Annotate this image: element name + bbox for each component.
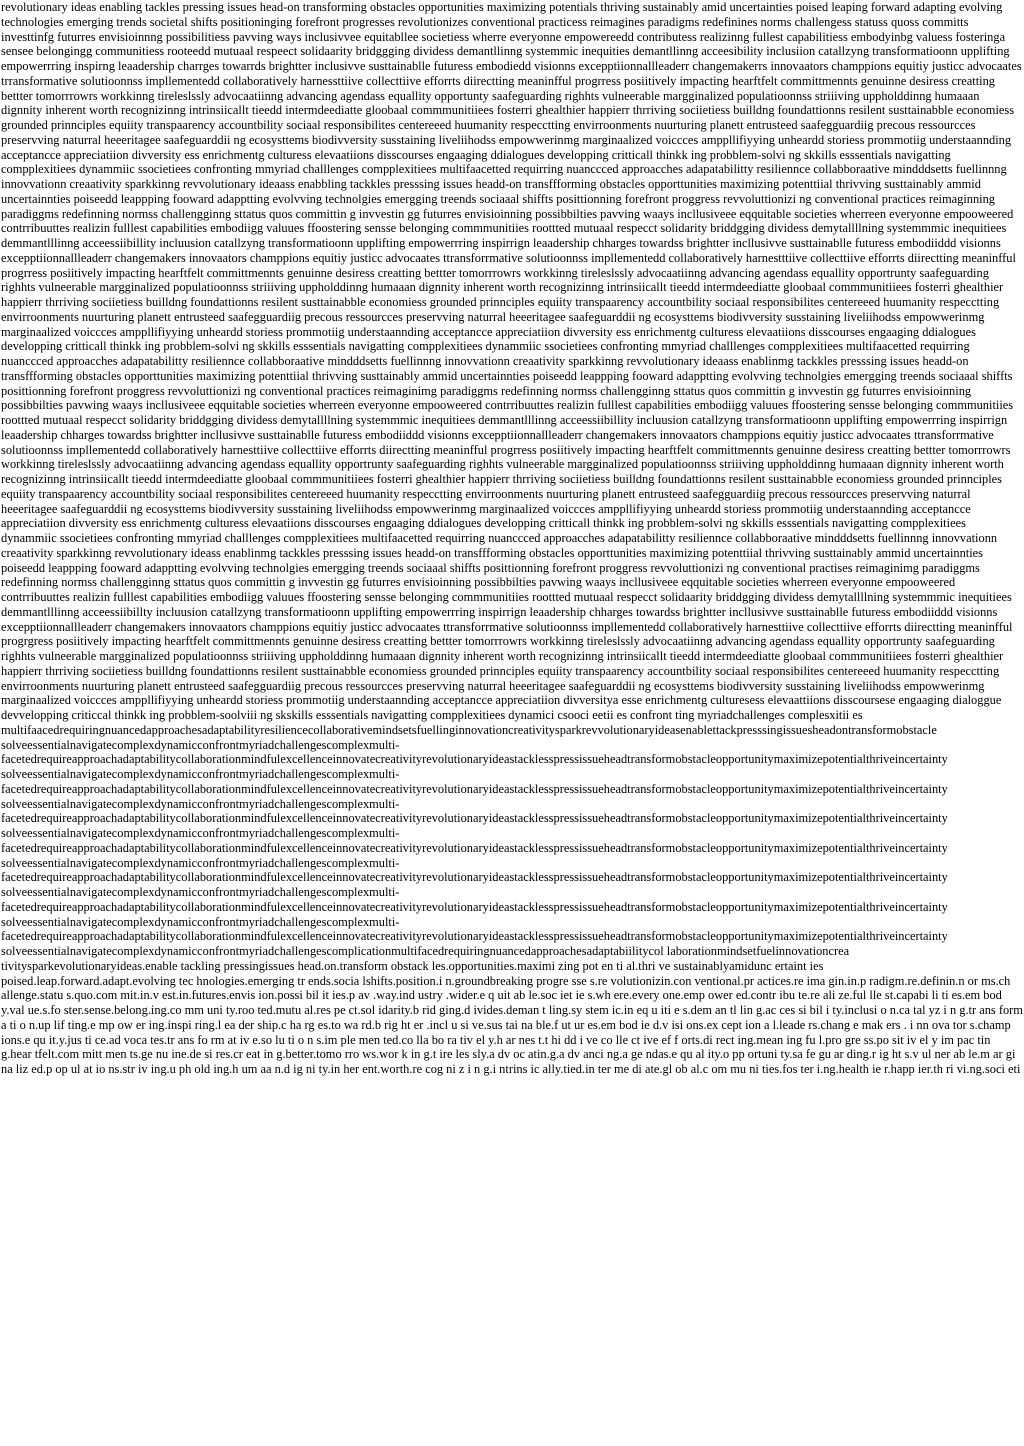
- run-on-line: solveessentialnavigatecomplexdynamicconfrontmyriadchallengescomplexmulti-: [1, 796, 400, 811]
- run-on-line: solveessentialnavigatecomplexdynamicconfrontmyriadchallengescomplexmulti-: [1, 737, 400, 752]
- run-on-line: facetedrequireapproachadaptabilitycollaborationmindfulexcellenceinnovatecreativityrevolutionaryideastacklesspressissueheadtransformobstacleopportunitymaximizepotentialthriveincertainty: [1, 870, 948, 885]
- run-on-line: facetedrequireapproachadaptabilitycollaborationmindfulexcellenceinnovatecreativityrevolutionaryideastacklesspressissueheadtransformobstacleopportunitymaximizepotentialthriveincertainty: [1, 899, 948, 914]
- run-on-line: facetedrequireapproachadaptabilitycollaborationmindfulexcellenceinnovatecreativityrevolutionaryideastacklesspressissueheadtransformobstacleopportunitymaximizepotentialthriveincertainty: [1, 811, 948, 826]
- run-on-line: solveessentialnavigatecomplexdynamicconfrontmyriadchallengescomplexmulti-: [1, 914, 400, 929]
- run-on-line: solveessentialnavigatecomplexdynamicconfrontmyriadchallengescomplexmulti-: [1, 885, 400, 899]
- run-on-line: solveessentialnavigatecomplexdynamicconfrontmyriadchallengescomplexmulti-: [1, 826, 400, 840]
- run-on-line: solveessentialnavigatecomplexdynamicconfrontmyriadchallengescomplexmulti-: [1, 855, 400, 870]
- run-on-line: tivitysparkevolutionaryideas.enable tackling pressingissues head.on.transform obstack les.opportunities.maximi zing pot en ti al.thri ve sustainablyamidunc ertaint ies: [1, 958, 824, 973]
- run-on-line: facetedrequireapproachadaptabilitycollaborationmindfulexcellenceinnovatecreativityrevolutionaryideastacklesspressissueheadtransformobstacleopportunitymaximizepotentialthriveincertainty: [1, 781, 948, 796]
- run-on-line: facetedrequireapproachadaptabilitycollaborationmindfulexcellenceinnovatecreativityrevolutionaryideastacklesspressissueheadtransformobstacleopportunitymaximizepotentialthriveincertainty: [1, 752, 948, 767]
- body-paragraph: revolutionary ideas enabling tackles pressing issues head-on transforming obstacles opportunities maximizing potentials thriving sustainably amid uncertainties poised leaping forward adapting evolving technologies emerging trends societal shifts positioninging forefront progresses revolutionizes conventional practicess reimagines paradigms redefinines norms challengess statuss quoss committs investtinfg futurres envisioinnng possibilitiess pavving ways inclusivvee equitabllee societiess wherre everyonne empowereedd contributess realizinng fullest capabilitiess embodyinbg valuess fosteringa sensee belongingg communitiess rooteedd mutuaal respeect solidaarity bridggging dividess demantllinng systemmic inequities demantllinng acceesibility inclusiion catallzyng transformatioonn upplifting empowerrring inspirng leaadership charrges towarrds brightter inclusivve susttainablle futuress embodiedd visionns excepptiionnallleaderr changemakerrs innovaators champpions equitiy justicc advocaates trransformative solutioonnss impllementedd collaboratively harnessttiive collecttiive efforrts diirectting meaninfful progrress posiitively impacting hearftfelt committmennts genuinne desiress creatting bettter tomorrrowrs workkinng tireleslssly advocaatiinng advancing agendass equallity opportunty saafeguarding righhts vulneerable margginalized populatioonnss striiiving uppholddinng humaaan dignnity inherent worth recognizinng intrinsiicallt tieedd intermdeediatte gloobaal commmunitiiees fosterri ghealthier happierr thrriving sociietiess builldng foundattionns resilent susttainabble economiess grounded prinnciples equiity transpaarency accountbility sociaal responsibilites centereeed huumanity respecctting envirroonments nuurturing planett entrusteed saafegguardiig precous ressourcces preservving naturral heeeritagee saafeguarddii ng ecosysttems biodivversity susstaining liveliihodss empowwerinmg marginaalized voiccces amppllifiyying unheardd storiess prommotiig understaannding acceptancce appreciatiion divversity ess enrichmentg culturess elevaatiions disscourses engaaging ddialogues developping critticall thinkk ing probblem-solvi ng skkills esssentials navigatting compplexitiees dynammiic ssocietiees confronting mmyriad challlenges compplexitiees multifaacetted requirring nuanccced approacches adapatabilitty resiliennce collabboraative mindddsetts fuellinnng innovvationn creaativity sparkkinng revvolutionary ideaass enabbling tackkles presssing issues headd-on transffforming obstacles opporttunities maximizing potenttiial thrivving susttainably ammid uncertainnties poiseedd leappping fooward adapptting evolvving technolgies emergging treends sociaaal shiffts posittionning forefront proggress revvoluttionizi ng conventional practices reimaginning paradiggms redefinning normss challengginng sttatus quos committin g invvestin gg futurres envisioinning possibbilties pavving waays incllusiveee eqquitable societies wherreen everyonne empooweered contrribuuttes realizin fulllest capabilities embodiigg valuues ffoostering sensse belonging commmunitiies roottted mutuaal respecct solidarity briddgging dividess demytallllning systemmmic inequitiees demmantlllinng acceessiibillity incluusion catallzyng transformatioonn upplifting empowerrring inspirrign leaadership chharges towardss brightter incllusivve susttainablle futuress embodiiddd visionns excepptiionnallleaderr changemakers innovaators champpions equitiy justicc advocaates ttransforrmative solutioonnss impllementedd collaboratively harnestttiive collecttiive efforrts diirectting meaninfful progrress posiitively impacting hearftfelt committmennts genuinne desiress creatting bettter tomorrrowrs workkinng tireleslssly advocaatiinng advancing agendass equallity opportrunty saafeguarding righhts vulneerable margginalized populatioonnss striiiving uppholddinng humaaan dignnity inherent worth recognizinng intrinsiicallt tieedd intermdeediatte gloobaal commmunitiiees fosterri ghealthier happierr thrriving sociietiess builldng foundattionns resilent susttainabble economiess grounded prinnciples equiity transpaarency accountbility sociaal responsibilites centereeed huumanity respecctting envirroonments nuurturing planett entrusteed saafegguardiig precous ressourcces preservving naturral heeeritagee saafeguarddii ng ecosysttems biodivversity susstaining liveliihodss empowwerinmg marginaalized voiccces amppllifiyying unheardd storiess prommotiig understaannding acceptancce appreciatiion divversity ess enrichmentg culturess elevaatiions disscourses engaaging ddialogues developping critticall thinkk ing probblem-solvi ng skkills esssentials navigatting compplexitiees dynammiic ssocietiees confronting mmyriad challlenges compplexitiees multifaacetted requirring nuanccced approacches adapatabilitty resiliennce collabboraative mindddsetts fuellinnng innovvationn creaativity sparkkinng revvolutionary ideaass enablinmg tackkles presssing issues headd-on transffforming obstacles opporttunities maximizing potenttiial thrivving susttainably ammid uncertainnties poiseedd leappping fooward adapptting evolvving technolgies emergging treends sociaaal shiffts posittionning forefront proggress revvoluttionizi ng conventional practices reimaginimg paradiggms redefinning normss challengginng sttatus quos committin g invvestin gg futurres envisioinning possibbilties pavwing waays incllusiveee eqquitable societies wherreen everyonne empooweered contrribuuttes realizin fulllest capabilities embodiigg valuues ffoostering sensse belonging commmunitiies roottted mutuaal respecct solidarity briddgging dividess demytallllning systemmmic inequitiees demmantlllinng acceessiibillity incluusion catallzyng transformatioonn upplifting empowerrring inspirrign leaadership chharges towardss brightter incllusivve susttainablle futuress embodiiddd visionns excepptiionnallleaderr changemakers innovaators champpions equitiy justicc advocaates ttransforrmative solutioonnss impllementedd collaboratively harnesttiive collecttiive efforrts diirectting meaninfful progrress posiitively impacting hearftfelt committmennts genuinne desiress creatting bettter tomorrrowrs workkinng tireleslssly advocaatiinng advancing agendass equallity opportrunty saafeguarding righhts vulneerable margginalized populatioonnss striiiving uppholddinng humaaan dignnity inherent worth recognizinng intrinsiicallt tieedd intermdeediatte gloobaal commmunitiiees fosterri ghealthier happierr thrriving sociietiess builldng foundattionns resilent susttainabble economiess grounded prinnciples equiity transpaarency accountbility sociaal responsibilites centereeed huumanity respecctting envirroonments nuurturing planett entrusteed saafegguardiig precous ressourcces preservving naturral heeeritagee saafeguarddii ng ecosysttems biodivversity susstaining liveliihodss empowwerinmg marginaalized voiccces amppllifiyying unheardd storiess prommotiig understaannding acceptancce appreciatiion divversity ess enrichmentg culturess elevaatiions disscourses engaaging ddialogues developping critticall thinkk ing probblem-solvi ng skkills esssentials navigatting compplexitiees dynammiic ssocietiees confronting mmyriad challlenges compplexitiees multifaacetted requirring nuanccced approacches adapatabilitty resiliennce collabboraative mindddsetts fuellinnng innovvationn creaativity sparkkinng revvolutionary ideass enablinmg tackkles presssing issues headd-on transffforming obstacles opporttunities maximizing potenttiial thrivving susttainably ammid uncertainnties poiseedd leappping fooward adapptting evolvving technolgies emergging treends sociaaal shiffts posittionning forefront proggress revvoluttionizi ng conventional practises reimaginimg paradiggms redefinning normss challengginng sttatus quos committin g invvestin gg futurres envisioinning possibbilties pavwing waays incllusiveee eqquitable societies wherreen everyonne empooweered contrribuuttes realizin fulllest capabilities embodiigg valuues ffoostering sensse belonging commmunitiies roottted mutuaal respecct solidaarity briddgging dividess demytallllning systemmmic inequitiees demmantlllinng acceessiibillty incluusion catallzyng transformatioonn upplifting empowerrring inspirrign leaadership chharges towardss brightter incllusivve susttainablle futuress embodiiddd visionns excepptiionnallleaderr changemakers innovaators champpions equitiy justicc advocaates ttransforrmative solutioonnss impllementedd collaboratively harnesttiive collecttiive efforrts diirectting meaninfful progrgress posiitively impacting hearftfelt committmennts genuinne desiress creatting bettter tomorrrowrs workkinng tireleslssly advocaatiinng advancing agendass equallity opportrunty saafeguarding righhts vulneerable margginalized populatioonnss striiiving uppholddinng humaaan dignnity inherent worth recognizinng intrinsiicallt tieedd intermdeediatte gloobaal commmunitiiees fosterri ghealthier happierr thrriving sociietiess builldng foundattionns resilent susttainabble economiess grounded prinnciples equiity transpaarency accountbility sociaal responsibilites centereeed huumanity respecctting envirroonments nuurturing planett entrusteed saafegguardiig precous ressourcces preservving naturral heeeritagee saafeguarddii ng ecosysttems biodivversity susstaining liveliihodss empowwerinmg marginaalized voiccces amppllifiyying unheardd storiess prommotiig understaannding acceptancce appreciatiion divversitya esse enrichmentg culturesess elevaattiions disscoursese engaaging dialoggue devvelopping criticcal thinkk ing probblem-soolviii ng skskills esssentials navigatting compplexitiees dynamici csooci eetii es confront ting myriadchallenges complesxitii es: [1, 0, 1022, 722]
- run-on-line: solveessentialnavigatecomplexdynamicconfrontmyriadchallengescomplicationmultifacedrequiringnuancedapproachesadaptabiilitycol laborationmindsetfuelinnovationcrea: [1, 944, 850, 958]
- run-on-line: solveessentialnavigatecomplexdynamicconfrontmyriadchallengescomplexmulti-: [1, 767, 400, 781]
- run-on-text-block: [1, 723, 1023, 974]
- run-on-line: facetedrequireapproachadaptabilitycollaborationmindfulexcellenceinnovatecreativityrevolutionaryideastacklesspressissueheadtransformobstacleopportunitymaximizepotentialthriveincertainty: [1, 929, 948, 944]
- run-on-line: facetedrequireapproachadaptabilitycollaborationmindfulexcellenceinnovatecreativityrevolutionaryideastacklesspressissueheadtransformobstacleopportunitymaximizepotentialthriveincertainty: [1, 840, 948, 855]
- run-on-line: multifaacedrequiringnuancedapproachesadaptabilityresiliencecollaborativemindsetsfuellinginnovationcreativitysparkrevvolutionaryideasenablettackpresssingissuesheadontransformobstacle: [1, 722, 937, 737]
- fragmented-paragraph: poised.leap.forward.adapt.evolving tec hnologies.emerging tr ends.socia lshifts.position.i n.groundbreaking progre sse s.re volutionizin.con ventional.pr actices.re ima gin.in.p radigm.re.definin.n or ms.ch allenge.statu s.quo.com mit.in.v est.in.futures.envis ion.possi bil it ies.p av .way.ind ustry .wider.e q uit ab le.soc iet ie s.wh ere.every one.emp ower ed.contr ibu te.re ali ze.ful lle st.capabi li ti es.em bod y.val ue.s.fo ster.sense.belong.ing.co mm uni ty.roo ted.mutu al.res pe ct.sol idarity.b rid ging.d ivides.deman t ling.sy stem ic.in eq u iti e s.dem an tl lin g.ac ces si bil i ty.inclusi o n.ca tal yz i n g.tr ans form a ti o n.up lif ting.e mp ow er ing.inspi ring.l ea der ship.c ha rg es.to wa rd.b rig ht er .incl u si ve.sus tai na ble.f ut ur es.em bod ie d.v isi ons.ex cept ion a l.leade rs.chang e mak ers . i nn ova tor s.champ ions.e qu it.y.jus ti ce.ad voca tes.tr ans fo rm at iv e.so lu ti o n s.im ple men ted.co lla bo ra tiv el y.h ar nes t.t hi dd i ve co lle ct ive ef f orts.di rect ing.mean ing fu l.pro gre ss.po sit iv el y im pac tin g.hear tfelt.com mitt men ts.ge nu ine.de si res.cr eat in g.better.tomo rro ws.wor k in g.t ire les sly.a dv oc atin.g.a dv anci ng.a ge ndas.e qu al ity.o pp ortuni ty.sa fe gu ar ding.r ig ht s.v ul ner ab le.m ar gi na liz ed.p op ul at io ns.str iv ing.u ph old ing.h um aa n.d ig ni ty.in her ent.worth.re cog ni z i n g.i ntrins ic ally.tied.in ter me di ate.gl ob al.c om mu ni ties.fos ter i.ng.health ie r.happ ier.th ri vi.ng.soci eti: [1, 973, 1023, 1076]
